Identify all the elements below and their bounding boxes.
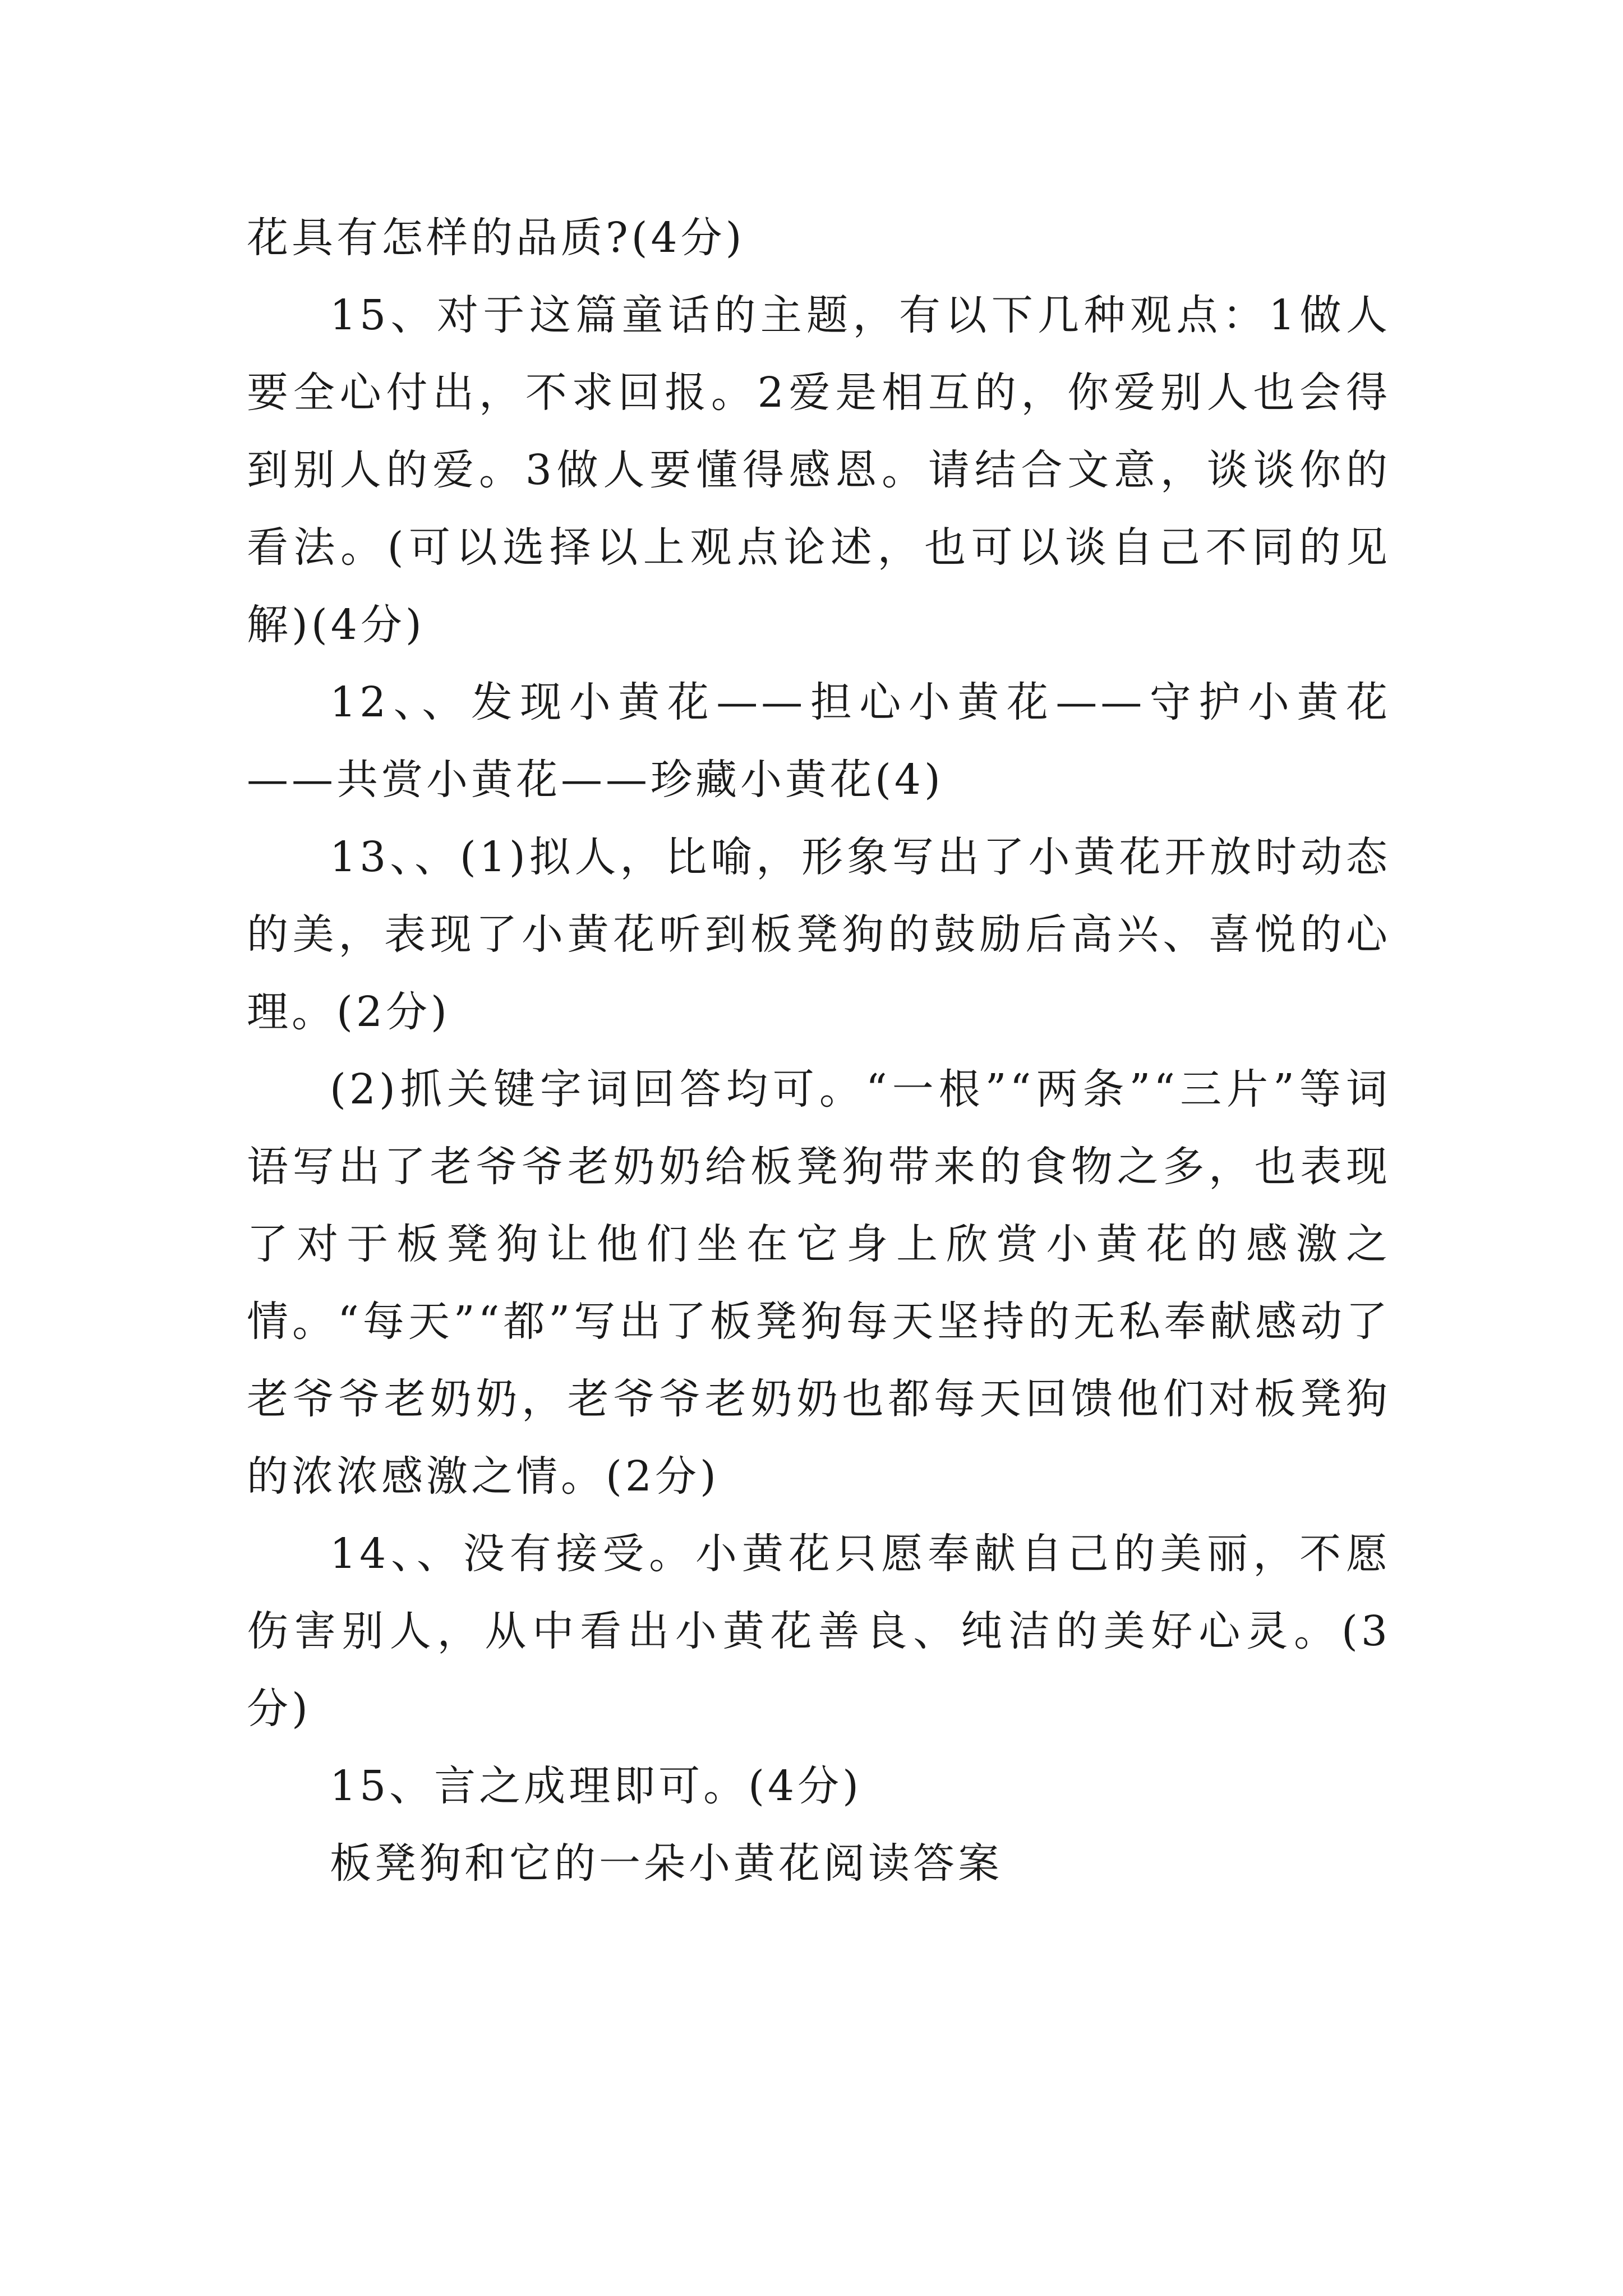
document-footer-title: 板凳狗和它的一朵小黄花阅读答案 (330, 1839, 1003, 1888)
paragraph-answer-13-1: 13、、(1)拟人，比喻，形象写出了小黄花开放时动态的美，表现了小黄花听到板凳狗的鼓励后高兴、喜悦的心理。(2分) (247, 833, 1391, 1036)
answer-text-block (247, 199, 1391, 1902)
paragraph-q15-question: 15、对于这篇童话的主题，有以下几种观点：1做人要全心付出，不求回报。2爱是相互的，你爱别人也会得到别人的爱。3做人要懂得感恩。请结合文意，谈谈你的看法。(可以选择以上观点论述，也可以谈自己不同的见解)(4分) (247, 291, 1391, 649)
paragraph-q14-tail: 花具有怎样的品质?(4分) (247, 214, 745, 262)
paragraph-answer-15: 15、言之成理即可。(4分) (330, 1762, 862, 1810)
paragraph-answer-12: 12、、发现小黄花——担心小黄花——守护小黄花——共赏小黄花——珍藏小黄花(4) (247, 678, 1391, 804)
paragraph-answer-13-2: (2)抓关键字词回答均可。“一根”“两条”“三片”等词语写出了老爷爷老奶奶给板凳狗带来的食物之多，也表现了对于板凳狗让他们坐在它身上欣赏小黄花的感激之情。“每天”“都”写出了板凳狗每天坚持的无私奉献感动了老爷爷老奶奶，老爷爷老奶奶也都每天回馈他们对板凳狗的浓浓感激之情。(2分) (247, 1065, 1391, 1501)
paragraph-answer-14: 14、、没有接受。小黄花只愿奉献自己的美丽，不愿伤害别人，从中看出小黄花善良、纯洁的美好心灵。(3分) (247, 1530, 1391, 1733)
